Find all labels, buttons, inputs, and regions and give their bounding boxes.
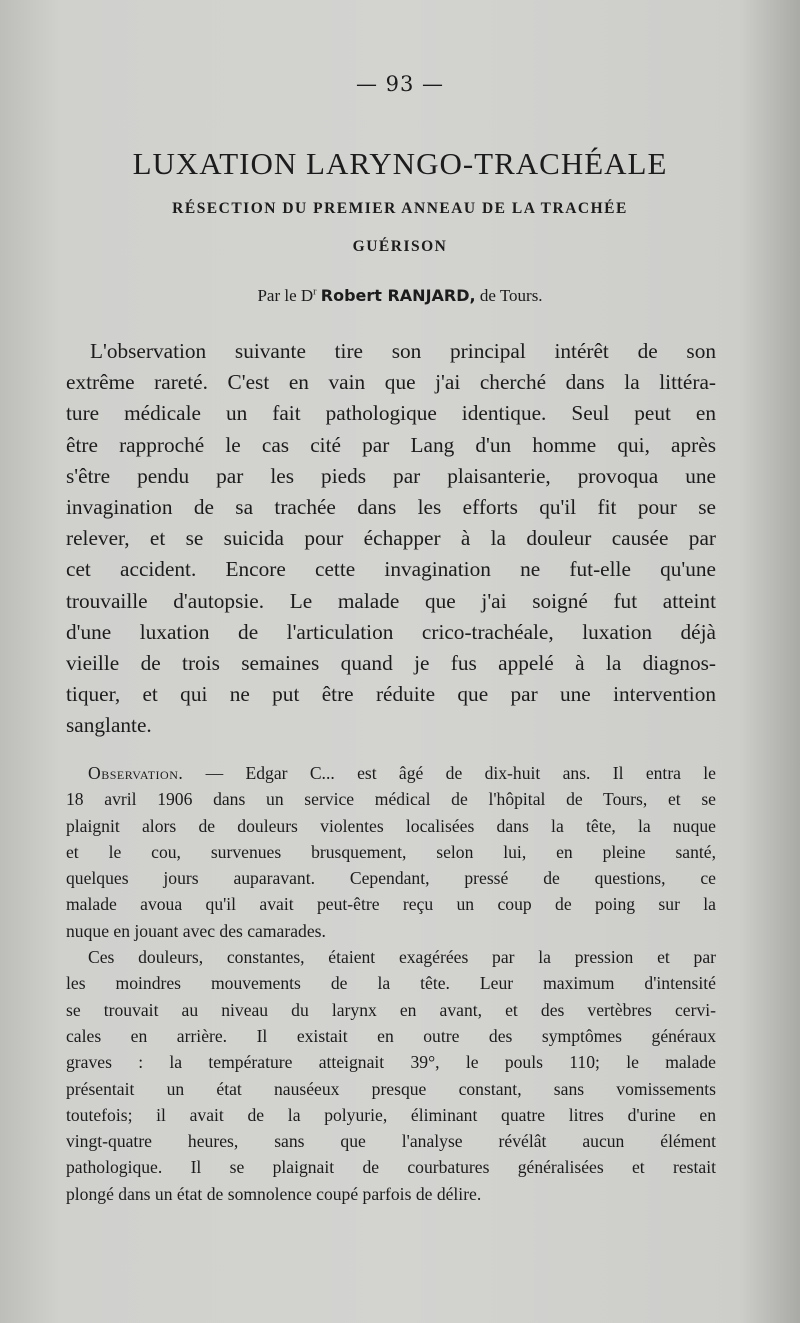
observation-line: nuque en jouant avec des camarades. [66, 920, 326, 941]
observation-line: malade avoua qu'il avait peut-être reçu un coup de poing sur la [66, 894, 716, 915]
observation-line: plaignit alors de douleurs violentes localisées dans la tête, la nuque [66, 815, 716, 836]
symptoms-line: les moindres mouvements de la tête. Leur maximum d'intensité [66, 973, 716, 994]
intro-line: sanglante. [66, 713, 152, 738]
observation-line: et le cou, survenues brusquement, selon lui, en pleine santé, [66, 841, 716, 862]
author-location: de Tours. [479, 286, 543, 305]
intro-line: tiquer, et qui ne put être réduite que par une intervention [66, 682, 716, 707]
symptoms-line: se trouvait au niveau du larynx en avant, et des vertèbres cervi- [66, 999, 716, 1020]
symptoms-line: plongé dans un état de somnolence coupé parfois de délire. [66, 1183, 482, 1204]
intro-line: d'une luxation de l'articulation crico-trachéale, luxation déjà [66, 619, 716, 644]
observation-line: 18 avril 1906 dans un service médical de l'hôpital de Tours, et se [66, 789, 716, 810]
intro-line: L'observation suivante tire son principal intérêt de son [90, 339, 716, 363]
symptoms-line: graves : la température atteignait 39°, le pouls 110; le malade [66, 1052, 716, 1073]
intro-line: relever, et se suicida pour échapper à la douleur causée par [66, 526, 716, 551]
observation-first-line-text: — Edgar C... est âgé de dix-huit ans. Il entra le [183, 763, 716, 783]
intro-line: ture médicale un fait pathologique identique. Seul peut en [66, 401, 716, 426]
article-title: LUXATION LARYNGO-TRACHÉALE [132, 146, 668, 181]
intro-line: invagination de sa trachée dans les efforts qu'il fit pour se [66, 495, 716, 520]
intro-line: être rapproché le cas cité par Lang d'un homme qui, après [66, 432, 716, 457]
author-title-sup: r [313, 286, 317, 298]
author-name: Robert RANJARD, [320, 286, 476, 305]
symptoms-line: vingt-quatre heures, sans que l'analyse révélât aucun élément [66, 1131, 716, 1152]
author-byline [0, 286, 800, 306]
intro-paragraph [66, 336, 716, 742]
symptoms-line: cales en arrière. Il existait en outre des symptômes généraux [66, 1025, 716, 1046]
observation-line [66, 760, 716, 786]
symptoms-line: pathologique. Il se plaignait de courbatures généralisées et restait [66, 1157, 716, 1178]
author-prefix: Par le D [257, 286, 314, 305]
article-subtitle-line1: RÉSECTION DU PREMIER ANNEAU DE LA TRACHÉE [172, 200, 628, 217]
page-number: — 93 — [355, 72, 445, 96]
intro-line: cet accident. Encore cette invagination ne fut-elle qu'une [66, 557, 716, 582]
intro-line: vieille de trois semaines quand je fus appelé à la diagnos- [66, 651, 716, 676]
intro-line: s'être pendu par les pieds par plaisanterie, provoqua une [66, 463, 716, 488]
article-subtitle-line2: GUÉRISON [352, 238, 448, 255]
intro-line: extrême rareté. C'est en vain que j'ai cherché dans la littéra- [66, 370, 716, 395]
symptoms-line: Ces douleurs, constantes, étaient exagérées par la pression et par [88, 947, 716, 968]
symptoms-line: présentait un état nauséeux presque constant, sans vomissements [66, 1078, 716, 1099]
observation-section [66, 760, 716, 1207]
observation-label: Observation. [88, 763, 184, 783]
symptoms-line: toutefois; il avait de la polyurie, éliminant quatre litres d'urine en [66, 1104, 716, 1125]
intro-line: trouvaille d'autopsie. Le malade que j'ai soigné fut atteint [66, 588, 716, 613]
observation-line: quelques jours auparavant. Cependant, pressé de questions, ce [66, 868, 716, 889]
